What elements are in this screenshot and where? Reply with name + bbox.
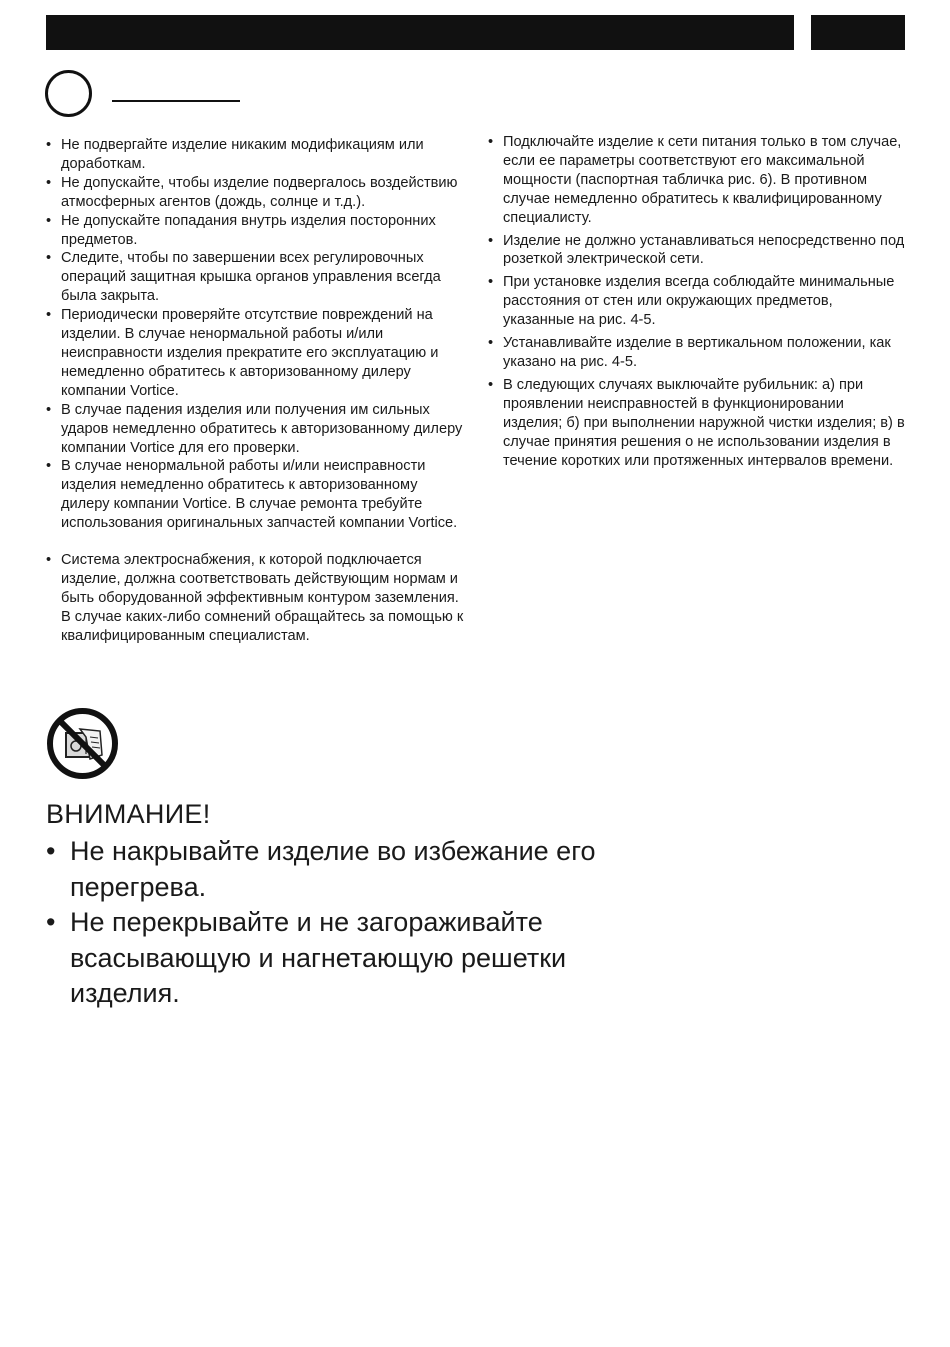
- attention-title: ВНИМАНИЕ!: [46, 799, 211, 829]
- list-item: • Система электроснабжения, к которой подключается изделие, должна соответствовать действующим нормам и быть оборудованной эффективным контуром заземления. В случае каких-либо сомнений обращайтесь за помощью к квалифицированным специалистам.: [45, 551, 465, 646]
- list-item: • При установке изделия всегда соблюдайте минимальные расстояния от стен или окружающих предметов, указанные на рис. 4-5.: [487, 273, 907, 330]
- list-item: • В случае ненормальной работы и/или неисправности изделия немедленно обратитесь к авторизованному дилеру компании Vortice. В случае ремонта требуйте использования оригинальных запчастей компании Vortice.: [45, 457, 465, 533]
- list-item: • В случае падения изделия или получения им сильных ударов немедленно обратитесь к авторизованному дилеру компании Vortice для его проверки.: [45, 401, 465, 458]
- list-item: • Не допускайте, чтобы изделие подвергалось воздействию атмосферных агентов (дождь, солнце и т.д.).: [45, 174, 465, 212]
- attention-list: [46, 834, 606, 1012]
- list-item: • Следите, чтобы по завершении всех регулировочных операций защитная крышка органов управления всегда была закрыта.: [45, 249, 465, 306]
- list-item: • Устанавливайте изделие в вертикальном положении, как указано на рис. 4-5.: [487, 334, 907, 372]
- language-marker-circle: [45, 70, 92, 117]
- list-item: • Изделие не должно устанавливаться непосредственно под розеткой электрической сети.: [487, 232, 907, 270]
- list-item: • Не подвергайте изделие никаким модификациям или доработкам.: [45, 136, 465, 174]
- list-item: • В следующих случаях выключайте рубильник: а) при проявлении неисправностей в функционировании изделия; б) при выполнении наружной чистки изделия; в) в случае принятия решения о не использовании изделия в течение коротких или протяженных интервалов времени.: [487, 376, 907, 471]
- list-item: • Не допускайте попадания внутрь изделия посторонних предметов.: [45, 212, 465, 250]
- section-title-rule: [112, 100, 240, 102]
- list-item: • Не перекрывайте и не загораживайте всасывающую и нагнетающую решетки изделия.: [46, 905, 606, 1012]
- safety-list-right: [487, 133, 907, 474]
- list-item: • Подключайте изделие к сети питания только в том случае, если ее параметры соответствуют его максимальной мощности (паспортная табличка рис. 6). В противном случае немедленно обратитесь к квалифицированному специалисту.: [487, 133, 907, 228]
- list-item: • Периодически проверяйте отсутствие повреждений на изделии. В случае ненормальной работы и/или неисправности изделия прекратите его эксплуатацию и немедленно обратитесь к авторизованному дилеру компании Vortice.: [45, 306, 465, 401]
- header-tab: [811, 15, 905, 50]
- list-item: • Не накрывайте изделие во избежание его перегрева.: [46, 834, 606, 905]
- header-bar: [46, 15, 794, 50]
- safety-list-left: [45, 136, 465, 646]
- do-not-cover-icon: [46, 707, 119, 780]
